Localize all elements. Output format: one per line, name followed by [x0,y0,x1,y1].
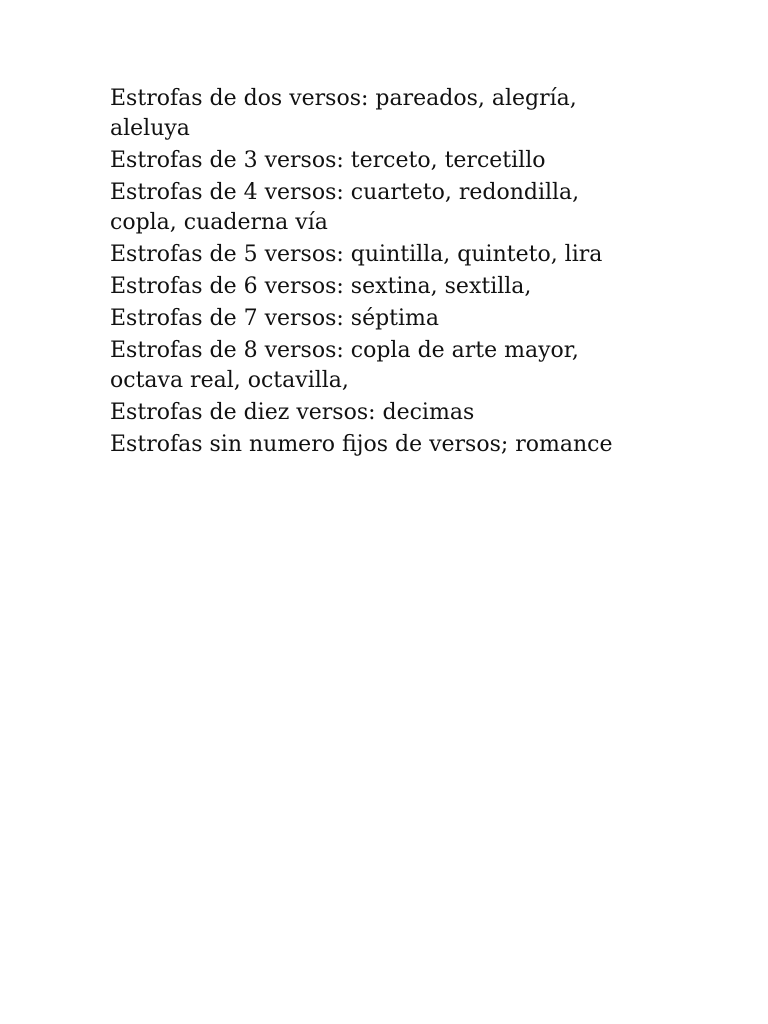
text-line-diez-versos: Estrofas de diez versos: decimas [110,400,475,425]
text-line-5-versos: Estrofas de 5 versos: quintilla, quinteto, lira [110,242,603,267]
text-line-8-versos: Estrofas de 8 versos: copla de arte mayor, octava real, octavilla, [110,338,579,393]
text-line-6-versos: Estrofas de 6 versos: sextina, sextilla, [110,274,532,299]
text-line-3-versos: Estrofas de 3 versos: terceto, tercetillo [110,148,546,173]
text-line-sin-numero: Estrofas sin numero fijos de versos; romance [110,432,613,457]
text-line-4-versos: Estrofas de 4 versos: cuarteto, redondilla, copla, cuaderna vía [110,180,580,235]
text-line-7-versos: Estrofas de 7 versos: séptima [110,306,440,331]
document-body [110,84,640,462]
text-line-dos-versos: Estrofas de dos versos: pareados, alegría, aleluya [110,86,577,141]
